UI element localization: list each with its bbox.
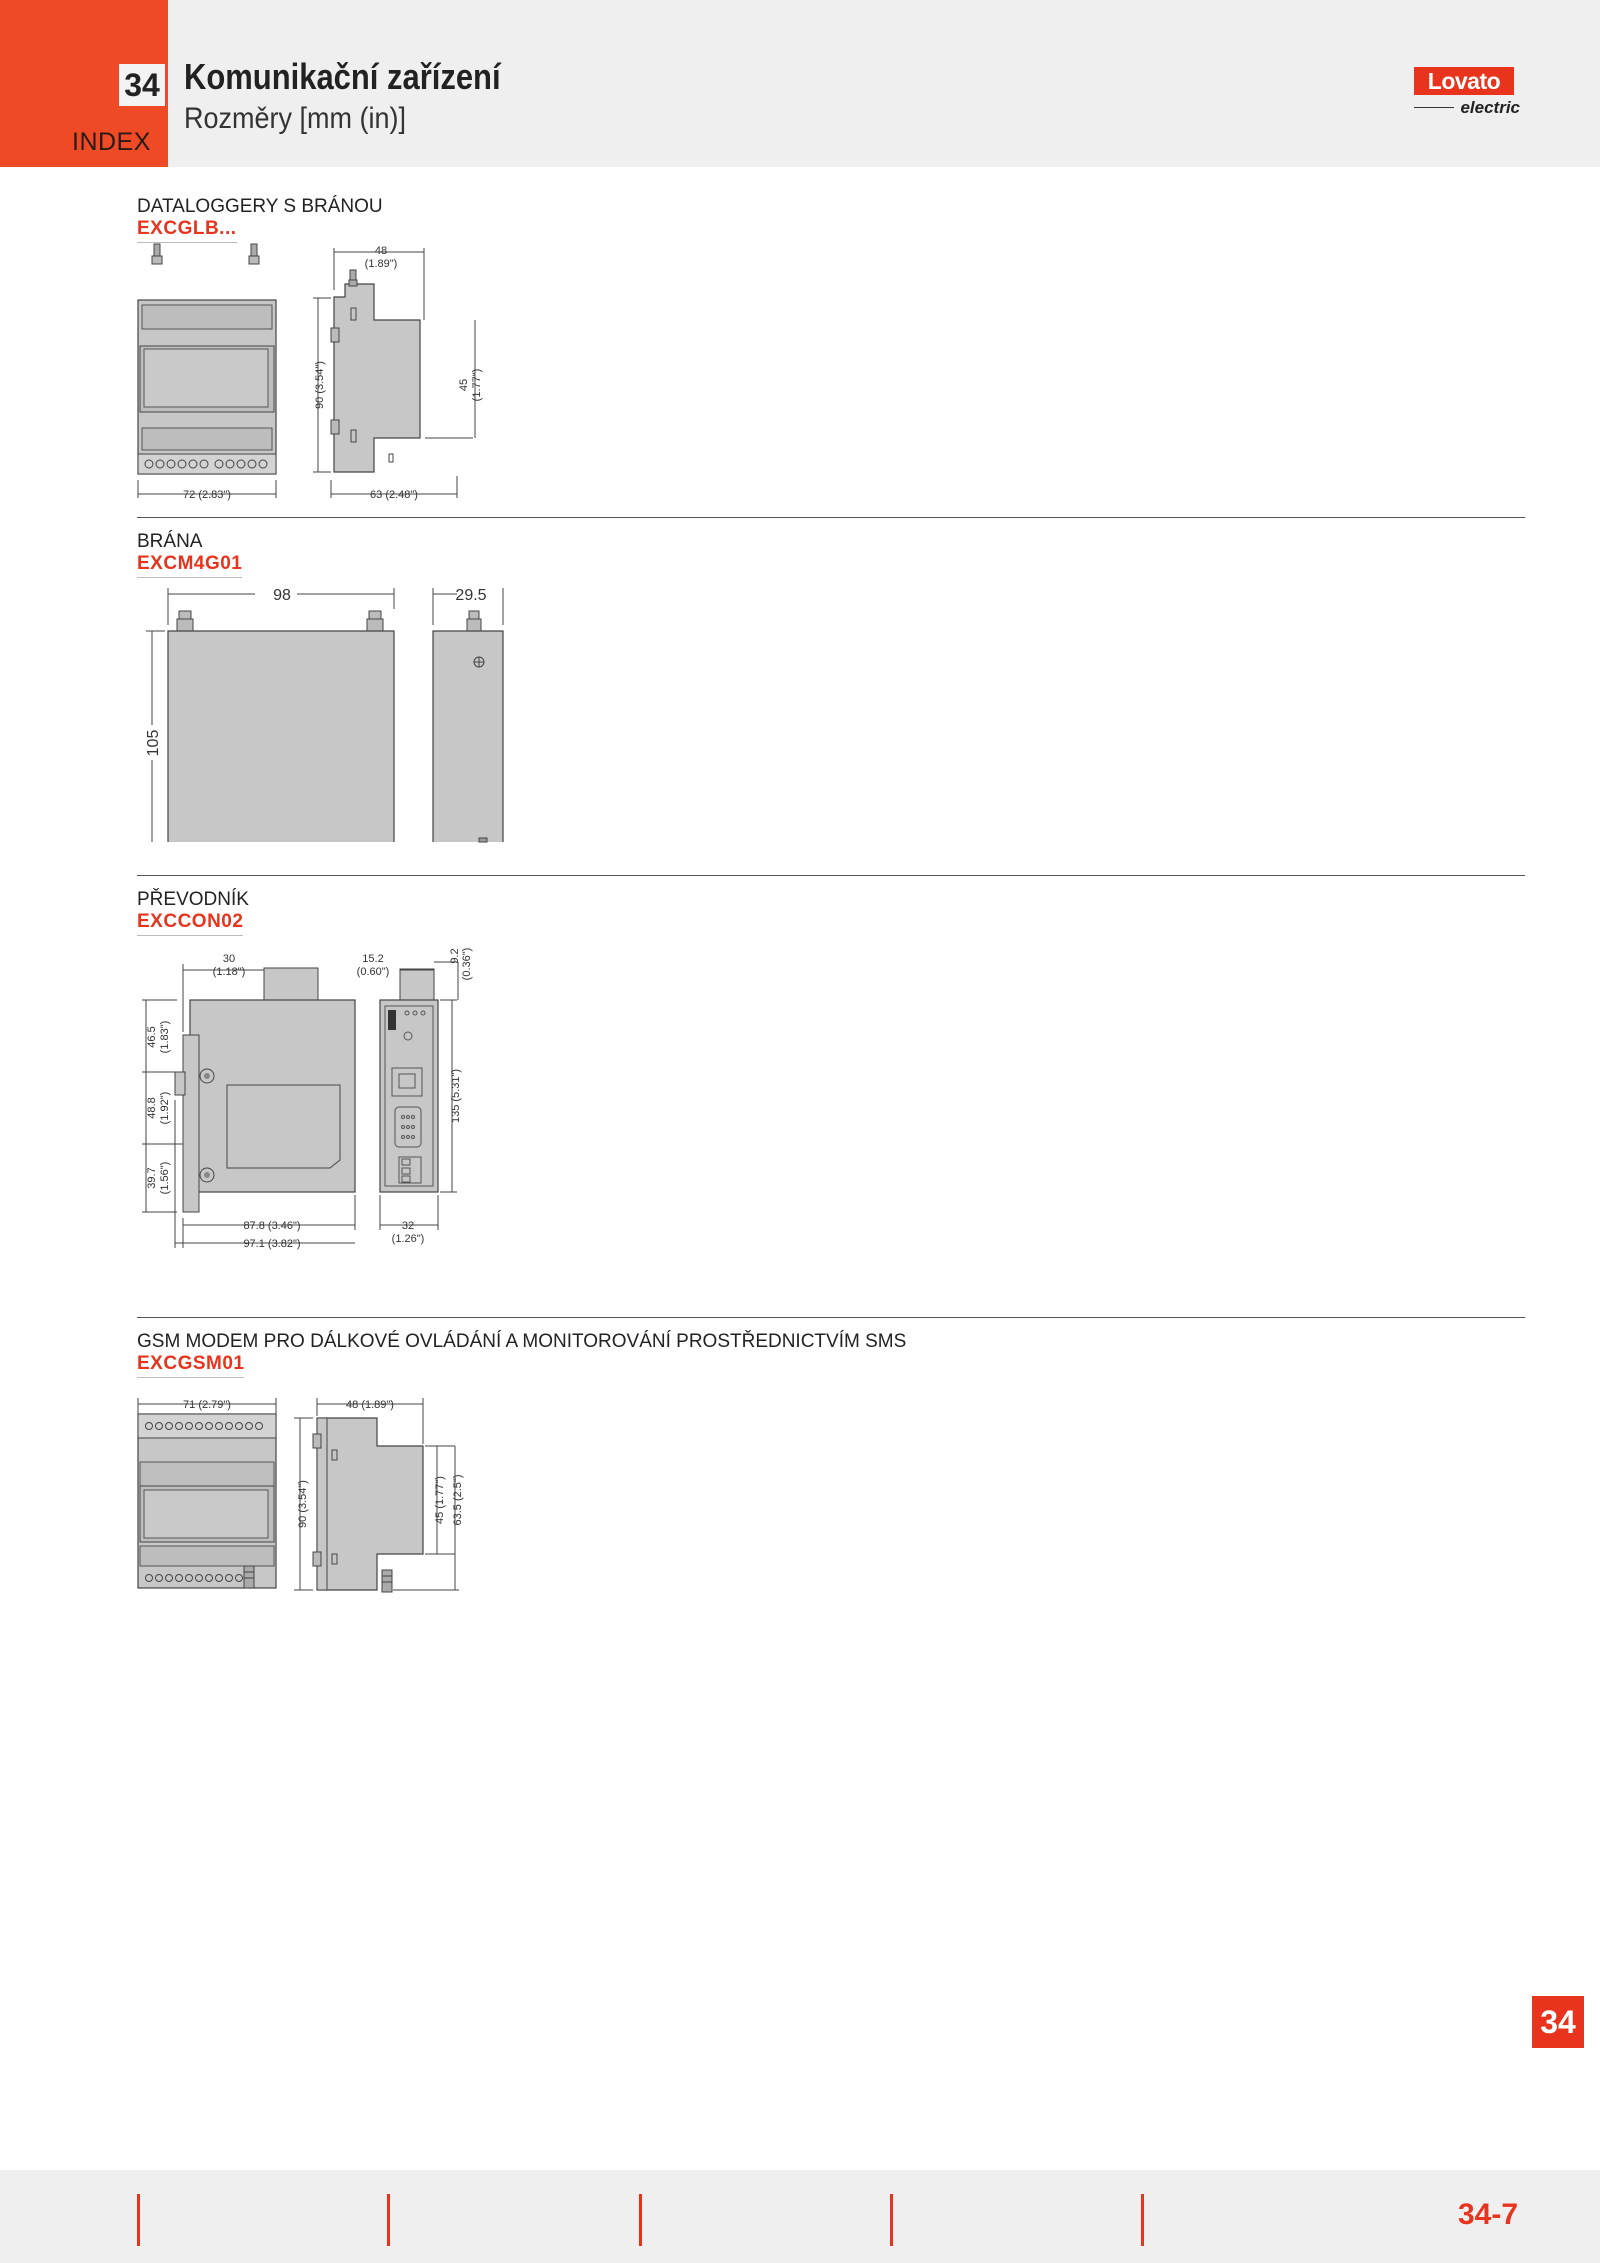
excglb-drawing [137,240,483,505]
dim-top-c-in: (0.36") [461,947,473,981]
dim-v2-in: (1.92") [159,1091,171,1125]
side-view [331,270,420,472]
dim-width-b: 97.1 (3.82") [243,1238,301,1250]
excm4g01-drawing [137,585,517,843]
dim-v3: 39.7 [146,1167,158,1189]
section-brana [137,531,242,578]
front-view [380,969,438,1192]
footer-divider [639,2194,642,2246]
chapter-number: 34 [119,64,165,106]
dim-top-a: 30 [222,953,236,965]
side-view [313,1418,423,1592]
section-divider [137,517,1525,518]
dim-v2: 48.8 [146,1097,158,1119]
logo-brand: Lovato [1427,67,1501,94]
dim-height: 90 (3.54") [314,361,326,409]
product-code: EXCGLB... [137,218,237,243]
section-prevodnik [137,889,249,936]
dim-depth: 45 [458,378,470,392]
dim-depth-a: 45 (1.77") [434,1476,446,1524]
dim-height: 105 [145,729,162,757]
side-view [175,968,355,1212]
footer-divider [137,2194,140,2246]
front-view [138,1414,276,1588]
dim-top-c: 9.2 [449,948,461,964]
dim-depth-in: (1.77") [471,368,483,402]
lovato-logo [1414,66,1524,116]
footer-divider [1141,2194,1144,2246]
dim-top-b: 15.2 [362,953,384,965]
logo-sub: electric [1460,98,1520,117]
page-number: 34-7 [1458,2198,1519,2231]
exccon02-drawing [137,940,482,1302]
dim-side-width: 63 (2.48") [370,489,418,501]
product-code: EXCM4G01 [137,553,242,578]
dim-width: 72 (2.83") [183,489,231,501]
logo-mark [1414,67,1514,95]
side-view [433,611,503,842]
page-title: Komunikační zařízení [184,56,501,97]
section-title: GSM MODEM PRO DÁLKOVÉ OVLÁDÁNÍ A MONITOROVÁNÍ PROSTŘEDNICTVÍM SMS [137,1331,907,1352]
section-gsm-modem [137,1331,906,1378]
section-divider [137,875,1525,876]
dim-v1: 46.5 [146,1026,158,1048]
footer-divider [890,2194,893,2246]
page-footer [0,2170,1600,2263]
section-title: BRÁNA [137,531,203,552]
product-code: EXCGSM01 [137,1353,244,1378]
dim-front-width: 32 [401,1220,415,1232]
dim-height: 90 (3.54") [297,1480,309,1528]
dim-top-a-in: (1.18") [212,966,246,978]
dim-side-width: 29.5 [455,587,487,604]
index-label[interactable]: INDEX [72,128,151,156]
section-dataloggery [137,196,383,243]
dim-width-a: 87.8 (3.46") [243,1220,301,1232]
front-view [138,244,276,474]
section-divider [137,1317,1525,1318]
chapter-side-tab[interactable]: 34 [1532,1996,1584,2048]
dim-side-width: 48 (1.89") [346,1399,394,1411]
excgsm01-drawing [137,1394,477,1604]
dim-width: 71 (2.79") [183,1399,231,1411]
section-title: PŘEVODNÍK [137,889,249,910]
product-code: EXCCON02 [137,911,243,936]
footer-divider [387,2194,390,2246]
dim-top-b-in: (0.60") [356,966,390,978]
front-view [168,611,394,842]
dim-v3-in: (1.56") [159,1161,171,1195]
dim-v1-in: (1.83") [159,1020,171,1054]
dim-top-in: (1.89") [364,258,398,270]
dim-top: 48 [374,245,388,257]
page-subtitle: Rozměry [mm (in)] [184,102,407,135]
section-title: DATALOGGERY S BRÁNOU [137,196,383,217]
dim-width: 98 [273,587,291,604]
dim-depth-b: 63.5 (2.5") [452,1474,464,1526]
dim-height: 135 (5.31") [450,1068,462,1124]
dim-front-width-in: (1.26") [391,1233,425,1245]
